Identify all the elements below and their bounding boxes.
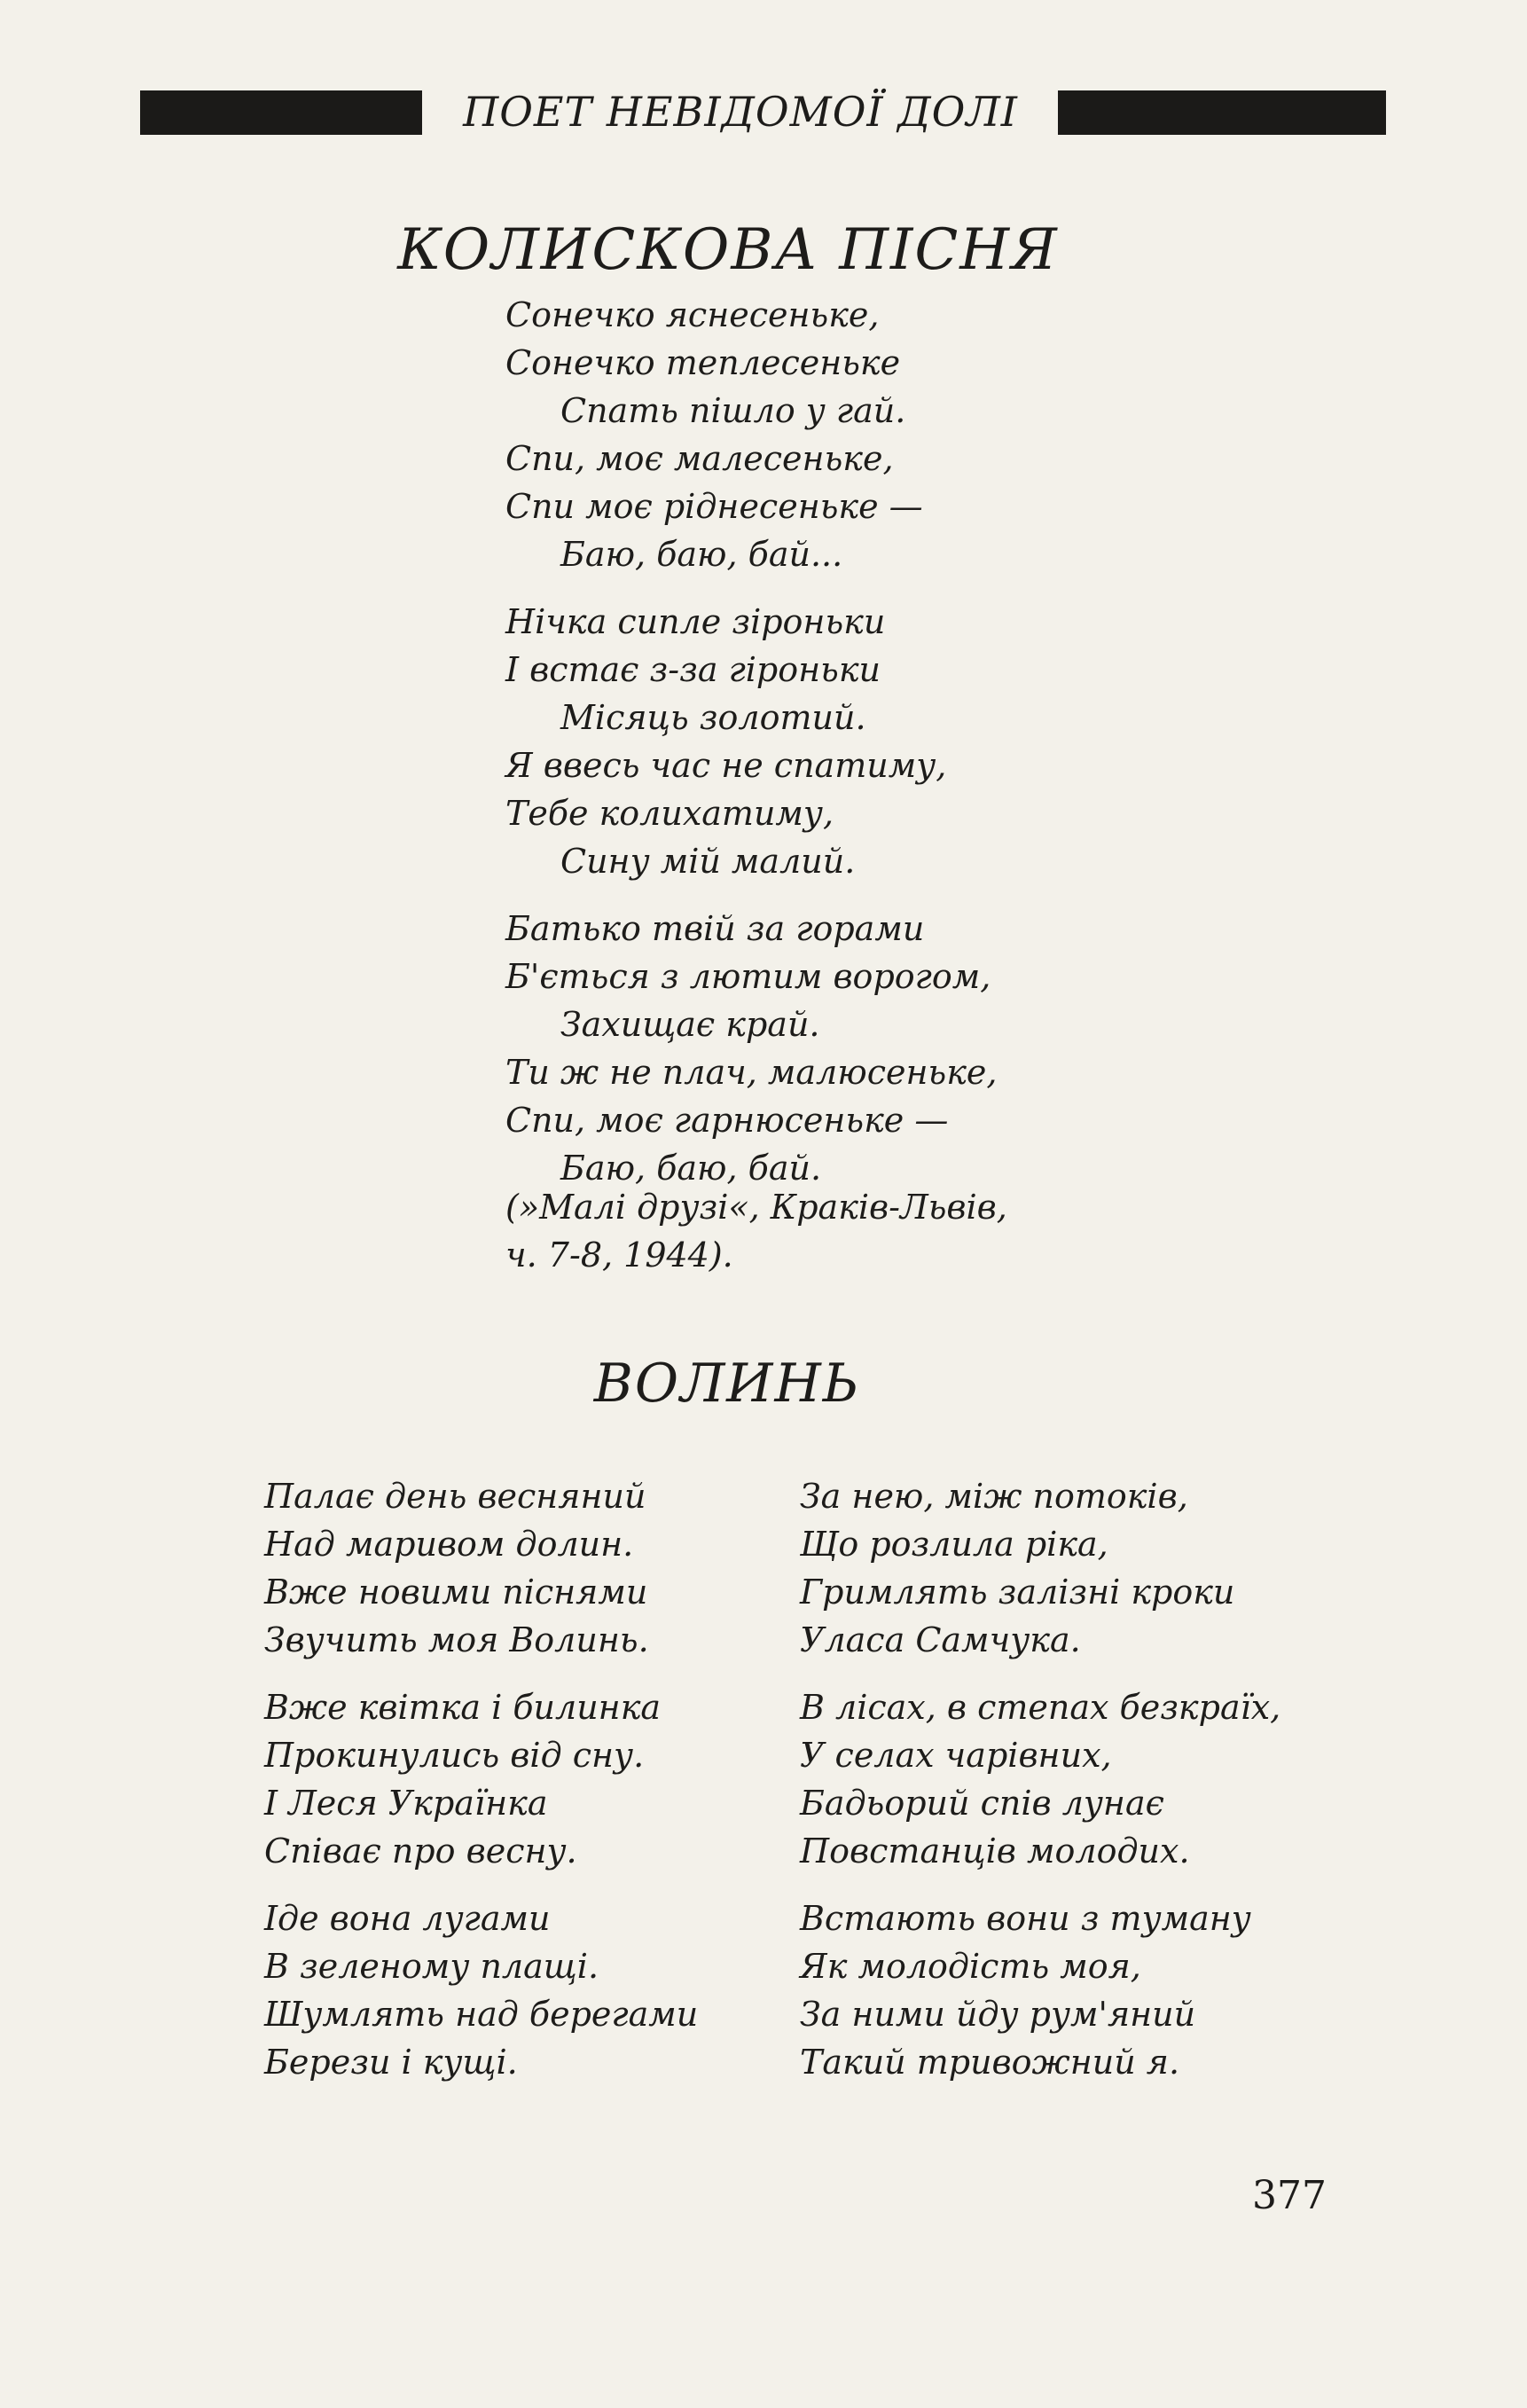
poem-line: Спи, моє малесеньке, — [505, 439, 894, 478]
poem-line: Баю, баю, бай. — [560, 1149, 822, 1188]
poem-line: За нею, між потоків, — [800, 1477, 1188, 1516]
poem-line: І встає з-за гіроньки — [505, 650, 881, 689]
poem-line: Прокинулись від сну. — [264, 1736, 645, 1775]
poem-line: В зеленому плащі. — [264, 1947, 599, 1986]
poem-line: Тебе колихатиму, — [505, 794, 834, 833]
poem-line: Захищає край. — [560, 1005, 820, 1044]
poem-line: У селах чарівних, — [800, 1736, 1112, 1775]
poem-title-lullaby: КОЛИСКОВА ПІСНЯ — [397, 217, 1059, 283]
header-rule-left — [140, 90, 422, 135]
poem-line: Над маривом долин. — [264, 1525, 634, 1564]
poem-volyn-right-column — [800, 1472, 1350, 2086]
poem-line: І Леся Українка — [264, 1784, 548, 1823]
header-rule-right — [1058, 90, 1386, 135]
poem-line: Спи, моє гарнюсеньке — — [505, 1101, 949, 1140]
poem-line: Бадьорий спів лунає — [800, 1784, 1164, 1823]
poem-line: Сину мій малий. — [560, 842, 856, 881]
poem-line: Берези і кущі. — [264, 2043, 518, 2082]
poem-line: Гримлять залізні кроки — [800, 1573, 1235, 1612]
poem-line: Шумлять над берегами — [264, 1995, 699, 2034]
poem-line: Встають вони з туману — [800, 1899, 1251, 1938]
poem-line: Повстанців молодих. — [800, 1831, 1190, 1871]
poem-line: Батько твій за горами — [505, 909, 925, 948]
poem-line: Ти ж не плач, малюсеньке, — [505, 1053, 998, 1092]
poem-line: Я ввесь час не спатиму, — [505, 746, 947, 785]
poem-line: Б'ється з лютим ворогом, — [505, 957, 991, 996]
poem-line: Вже новими піснями — [264, 1573, 648, 1612]
poem-line: Сонечко яснесеньке, — [505, 295, 880, 334]
poem-line: Уласа Самчука. — [800, 1620, 1081, 1659]
poem-line: Що розлила ріка, — [800, 1525, 1108, 1564]
poem-line: Звучить моя Волинь. — [264, 1620, 649, 1659]
poem-line: Палає день весняний — [264, 1477, 646, 1516]
poem-lullaby — [505, 291, 1073, 1192]
poem-line: Вже квітка і билинка — [264, 1688, 662, 1727]
poem-line: За ними йду рум'яний — [800, 1995, 1196, 2034]
poem-line: Сонечко теплесеньке — [505, 343, 901, 382]
poem-line: Співає про весну. — [264, 1831, 577, 1871]
poem-line: Місяць золотий. — [560, 698, 866, 737]
poem-line: Іде вона лугами — [264, 1899, 551, 1938]
source-line: ч. 7-8, 1944). — [505, 1235, 733, 1275]
poem-line: Такий тривожний я. — [800, 2043, 1180, 2082]
poem-line: Нічка сипле зіроньки — [505, 602, 886, 641]
source-line: (»Малі друзі«, Краків-Львів, — [505, 1188, 1007, 1227]
poem-line: Як молодість моя, — [800, 1947, 1141, 1986]
poem-line: Баю, баю, бай... — [560, 535, 843, 574]
poem-title-volyn: ВОЛИНЬ — [593, 1353, 861, 1415]
page-number: 377 — [1252, 2173, 1327, 2218]
running-title: ПОЕТ НЕВІДОМОЇ ДОЛІ — [463, 88, 1018, 136]
poem-source-note — [505, 1183, 1073, 1279]
poem-line: В лісах, в степах безкраїх, — [800, 1688, 1281, 1727]
poem-volyn-left-column — [264, 1472, 761, 2086]
poem-line: Спать пішло у гай. — [560, 391, 906, 430]
poem-line: Спи моє ріднесеньке — — [505, 487, 923, 526]
